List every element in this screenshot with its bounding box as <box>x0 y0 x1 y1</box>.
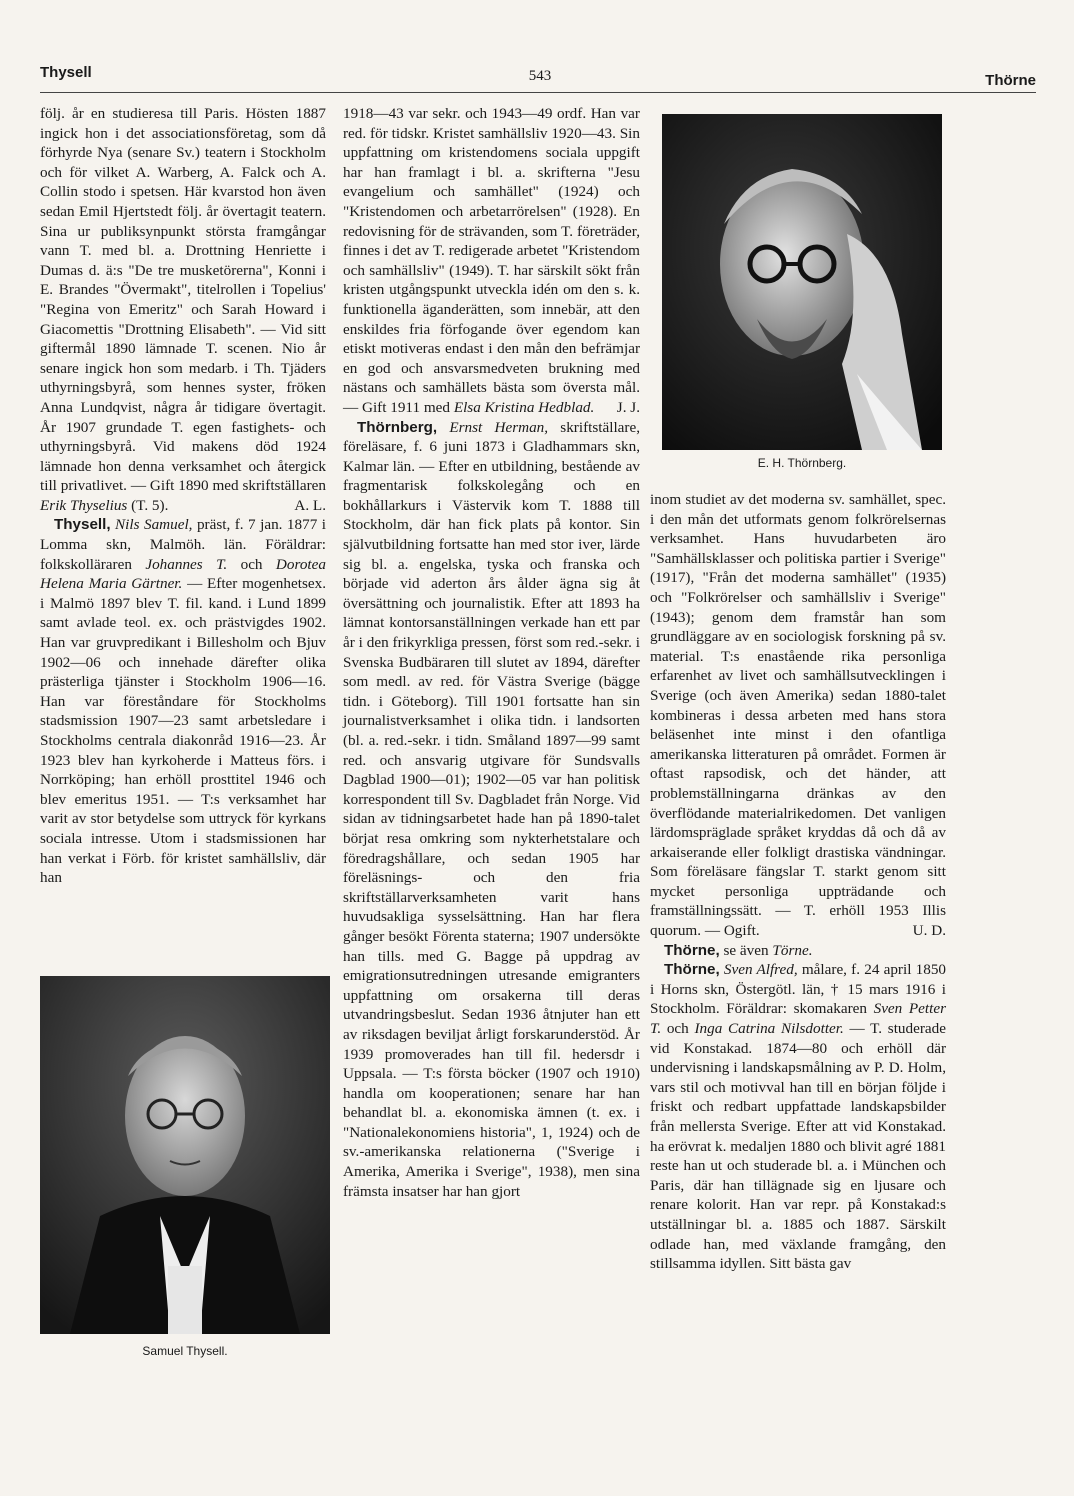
entry-thorne-ref <box>650 941 946 961</box>
column-3 <box>650 490 946 1274</box>
entry-italic: Johannes T. <box>145 555 228 573</box>
entry-thysell <box>40 515 326 887</box>
entry-given-names: Nils Samuel, <box>110 516 193 534</box>
entry-name: Thörnberg, <box>357 418 438 436</box>
author-signature: A. L. <box>294 496 326 514</box>
entry-text: se även <box>719 941 773 959</box>
entry-continuation <box>650 490 946 941</box>
author-signature: J. J. <box>616 398 640 416</box>
author-signature: U. D. <box>912 922 946 940</box>
entry-given-names: Sven Alfred, <box>719 961 798 979</box>
entry-text: präst, f. 7 jan. 1877 i Lomma skn, Malmöh. län. Föräldrar: folkskolläraren <box>40 516 326 573</box>
header-rule <box>40 92 1036 93</box>
entry-continuation <box>40 104 326 515</box>
entry-text: följ. år en studieresa till Paris. Hösten 1887 ingick hon i det associationsföretag, som då förhyrde Nya (senare Sv.) teatern i Stockholm och för vilket A. Warberg, A. Falck och A. Collin stodo i spetsen. Här kvarstod hon även sedan Emil Hjertstedt följ. år övertagit teatern. Sina ur publiksynpunkt största framgångar vann T. med bl. a. Drottning Henriette i Dumas d. ä:s "De tre musketörerna", Konni i E. Brandes "Övermakt", titelrollen i Topelius' "Regina von Emeritz" och Sarah Howard i Giacomettis "Drottning Elisabeth". — Vid sitt giftermål 1890 lämnade T. scenen. Nio år senare ingick hon som medarb. i Th. Tjäders uthyrningsbyrå, som hennes syster, fröken Anna Lundqvist, några år tidigare övertagit. År 1907 grundade T. egen fastighets- och uthyrningsbyrå. Vid makens död 1924 lämnade hon denna verksamhet och återgick till privatlivet. — Gift 1890 med skriftställaren <box>40 105 326 495</box>
entry-text: — Efter mogenhetsex. i Malmö 1897 blev T. fil. kand. i Lund 1899 samt avlade teol. ex. och prästvigdes 1902. Han var gruvpredikant i Billesholm och Bjuv 1902—06 och innehade därefter olika prästerliga tjänster i Stockholm 1906—16. Han var föreståndare för Stockholms stadsmission 1907—23 samt arbetsledare i Stockholms centrala diakonråd 1916—23. År 1923 blev han kyrkoherde i Matteus förs. i Norrköping; han erhöll prosttitel 1946 och blev emeritus 1951. — T:s verksamhet har varit av stor betydelse som uttryck för kyrkans sociala intresse. Utom i stadsmissionen har han verkat i Förb. för kristet samhällsliv, där han <box>40 575 327 887</box>
entry-thornberg <box>343 418 640 1202</box>
page-number: 543 <box>528 68 552 84</box>
entry-text: och <box>227 555 276 573</box>
entry-italic: Dorotea Helena Maria Gärtner. <box>40 555 326 593</box>
entry-text-end: (T. 5). <box>127 496 169 514</box>
entry-italic: Erik Thyselius <box>40 496 128 514</box>
column-1 <box>40 104 326 888</box>
entry-name: Thysell, <box>54 516 111 534</box>
entry-text: och <box>661 1020 695 1038</box>
photo-caption-thornberg: E. H. Thörnberg. <box>757 456 847 470</box>
portrait-thornberg-image <box>662 114 942 450</box>
column-2 <box>343 104 640 1201</box>
entry-text: skriftställare, föreläsare, f. 6 juni 1873 i Gladhammars skn, Kalmar län. — Efter en utbildning, bestående av fragmentarisk folkskolegång och en bokhållarkurs i Västervik kom T. 1888 till Stockholm, där han fick plats på kontor. Sin självutbildning fortsatte han med stor iver, lärde sig bl. a. engelska, tyska och franska och började vid aderton års ålder ägna sig åt översättning och journalistik. Efter att 1893 ha lämnat kontorsanställningen verkade han ett par år i den frikyrkliga pressen, först som red.-sekr. i Svenska Budbäraren till slutet av 1894, därefter som medl. av red. för Västra Sverige (bägge tidn. i Göteborg). Till 1901 fortsatte han sin journalistverksamhet i olika tidn. i landsorten (bl. a. red.-sekr. i tidn. Småland 1897—99 samt red. och ansvarig utgivare för Sundsvalls Dagblad 1900—01); 1902—05 var han politisk korrespondent till Sv. Dagbladet från Norge. Vid sidan av tidningsarbetet hade han på 1890-talet börjat resa omkring som nykterhetstalare och föredragshållare, och sedan 1905 har föreläsnings- och den fria skriftställarverksamheten varit hans huvudsakliga sysselsättning. Han har flera gånger besökt Förenta staterna; 1907 undersökte han tills. med G. Bagge på uppdrag av emigrationsutredningen utresande emigranters uppfattning om orsakerna till deras utvandringsbeslut. Sedan 1936 åtnjuter han ett av riksdagen beviljat årligt forskarunderstöd. År 1939 promoverades han till fil. hedersdr i Uppsala. — T:s första böcker (1907 och 1910) handla om kooperationen; senare har han behandlat bl. a. ekonomiska ämnen (t. ex. i "Nationalekonomiens historia", 1, 1924) och de sv.-amerikanska relationerna ("Sverige i Amerika, Amerika i Sverige", 1938), men sina främsta insatser har han gjort <box>343 418 640 1200</box>
entry-italic: Sven Petter T. <box>650 1000 946 1038</box>
entry-text: inom studiet av det moderna sv. samhället, spec. i den mån det utformats genom folkrörelsernas verksamhet. Hans huvudarbeten äro "Samhällsklasser och politiska partier i Sverige" (1917), "Från det moderna samhället" (1935) och "Folkrörelser och samhällsliv i Sverige" (1943); genom dem framstår han som grundläggare av en sociologisk forskning på sv. material. T:s enastående rika personliga erfarenhet av livet och samhällsutvecklingen i Sverige (och även Amerika) sedan 1880-talet kombineras i dessa arbeten med hans stora beläsenhet inte minst i den ofantliga amerikanska litteraturen på området. Formen är oftast rapsodisk, och det händer, att problemställningarna dränkas av den överflödande materialrikedomen. Det vanligen lärdomspräglade språket kryddas då och då av arkaiserande eller folkligt drastiska vändningar. Som föreläsare fängslar T. starkt genom sitt mycket personliga uppträdande och framställningssätt. — T. erhöll 1953 Illis quorum. — Ogift. <box>650 491 946 940</box>
photo-caption-thysell: Samuel Thysell. <box>142 1344 228 1358</box>
portrait-thysell-image <box>40 976 330 1334</box>
running-head-left: Thysell <box>40 64 92 81</box>
entry-text: — T. studerade vid Konstakad. 1874—80 och erhöll där undervisning i landskapsmålning av P. D. Holm, vars stil och motivval han till en början följde i friskt och redbart uppfattade landskapsbilder från mellersta Sverige. Efter att vid Konstakad. ha erövrat k. medaljen 1880 och blivit agré 1881 reste han ut och studerade bl. a. i München och Paris, där han tillägnade sig en ljusare och renare kolorit. Han var repr. på Konstakad:s utställningar bl. a. 1885 och 1887. Särskilt odlade han, med växlande framgång, den stillsamma idyllen. Sitt bästa gav <box>650 1020 946 1273</box>
entry-name: Thörne, <box>664 961 720 979</box>
portrait-photo-thysell <box>40 976 330 1334</box>
entry-continuation <box>343 104 640 418</box>
entry-italic: Törne. <box>772 941 813 959</box>
entry-italic: Elsa Kristina Hedblad. <box>453 398 595 416</box>
running-head-right: Thörne <box>985 72 1036 89</box>
entry-text: 1918—43 var sekr. och 1943—49 ordf. Han var red. för tidskr. Kristet samhällsliv 1920—43. Sin uppfattning om kristendomens sociala uppgift har han framlagt i bl. a. skrifterna "Jesu evangelium och samhället" (1924) och "Kristendomen och arbetarrörelsen" (1928). En redovisning för de strävanden, som T. företräder, finnes i det av T. redigerade arbetet "Kristendom och samhällsliv" (1949). T. har särskilt sökt från kristen utgångspunkt utveckla idén om den s. k. funktionella äganderätten, som innebär, att den enskildes fria förfogande över egendom kan etiskt motiveras endast i den mån den befrämjar en god och ansvarsmedveten brukning med nästans och samhällets bästa som översta mål. — Gift 1911 med <box>343 105 640 416</box>
entry-text: målare, f. 24 april 1850 i Horns skn, Östergötl. län, † 15 mars 1916 i Stockholm. Föräldrar: skomakaren <box>650 961 947 1018</box>
entry-name: Thörne, <box>664 941 720 959</box>
page-header <box>40 62 1036 92</box>
portrait-photo-thornberg <box>662 114 942 450</box>
entry-thorne <box>650 960 946 1274</box>
entry-italic: Inga Catrina Nilsdotter. <box>694 1020 844 1038</box>
entry-given-names: Ernst Herman, <box>437 418 549 436</box>
